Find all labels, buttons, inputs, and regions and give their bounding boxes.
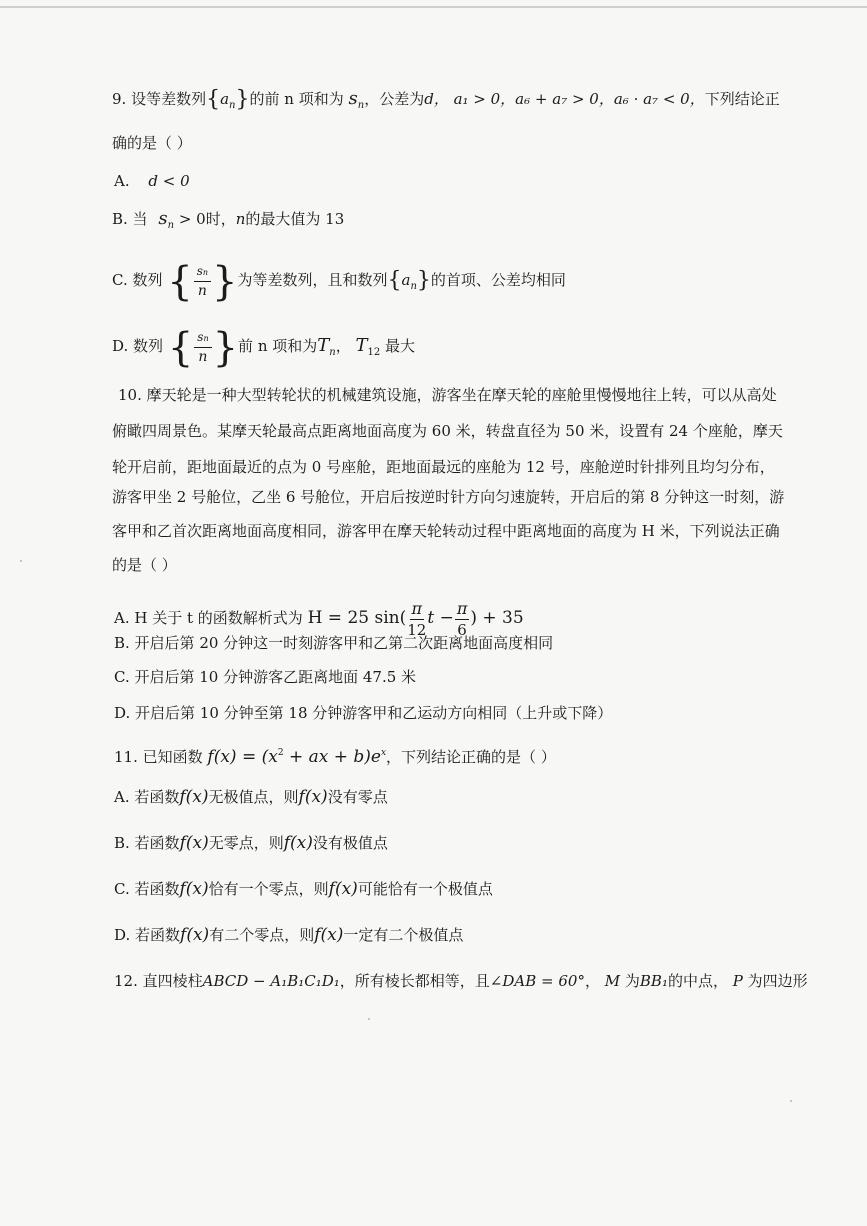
q11-option-a-fx2: f(x)	[298, 787, 328, 807]
q9-option-d-T12: T	[355, 335, 368, 356]
q9-stem-comma: ，公差为	[364, 90, 425, 108]
q11-stem-supx: x	[380, 748, 387, 758]
q11-option-a	[114, 786, 388, 808]
q11-option-d-fx: f(x)	[180, 925, 210, 945]
q9-option-a-math: d < 0	[148, 172, 190, 190]
q12-mid1: ，所有棱长都相等，且	[339, 972, 490, 990]
q11-option-b-tail: 没有极值点	[312, 834, 388, 852]
scan-speck	[368, 1018, 370, 1020]
brace-right: }	[212, 259, 238, 305]
frac-num-sub: n	[203, 333, 209, 343]
q10-line6: 的是（ ）	[112, 556, 177, 574]
q9-option-d-T12-sub: 12	[367, 347, 381, 358]
q12-angle: ∠DAB = 60°	[489, 972, 585, 990]
frac-num: π	[456, 598, 468, 618]
q9-option-c-fraction	[194, 263, 211, 300]
q9-stem-tail: 下列结论正	[704, 90, 780, 108]
q10-line4: 游客甲坐 2 号舱位，乙坐 6 号舱位，开启后按逆时针方向匀速旋转，开启后的第 8 分钟这一时刻，游	[112, 488, 785, 506]
q9-option-d-label: D. 数列	[112, 337, 164, 355]
q11-stem-tail: ，下列结论正确的是（ ）	[386, 748, 556, 766]
q11-stem	[114, 742, 556, 768]
q9-sum-s: s	[348, 88, 358, 109]
q9-option-b	[112, 208, 344, 237]
q9-option-b-tail: 的最大值为 13	[245, 210, 345, 228]
q9-option-b-cond: > 0	[178, 210, 206, 228]
q10-option-a-t: t −	[427, 608, 454, 628]
q9-seq-a: a	[220, 90, 230, 108]
q10-line1: 10. 摩天轮是一种大型转轮状的机械建筑设施，游客坐在摩天轮的座舱里慢慢地往上转，可以从高处	[118, 386, 777, 404]
q12-mid4: 的中点，	[667, 972, 728, 990]
q11-option-c-mid: 恰有一个零点，则	[208, 880, 329, 898]
brace-right: }	[416, 268, 431, 293]
q9-option-d-fraction	[194, 329, 211, 366]
q11-option-b-mid: 无零点，则	[208, 834, 284, 852]
q9-stem-mid: 的前 n 项和为	[249, 90, 344, 108]
frac-den: n	[198, 348, 208, 365]
brace-left: {	[167, 259, 193, 305]
q12-P: P	[732, 972, 743, 990]
frac-num: s	[197, 329, 204, 344]
scan-edge-line	[0, 6, 867, 8]
q9-stem-prefix: 9. 设等差数列	[112, 90, 207, 108]
q11-option-a-tail: 没有零点	[327, 788, 388, 806]
q11-option-d-mid: 有二个零点，则	[209, 926, 315, 944]
scan-speck	[790, 1100, 792, 1102]
frac-den: n	[197, 282, 207, 299]
q10-line5: 客甲和乙首次距离地面高度相同，游客甲在摩天轮转动过程中距离地面的高度为 H 米，下列说法正确	[112, 522, 780, 540]
q11-option-c-label: C. 若函数	[114, 880, 180, 898]
q10-option-a-H: H = 25 sin(	[307, 608, 407, 628]
q11-option-b-label: B. 若函数	[114, 834, 180, 852]
q12-mid2: ，	[584, 972, 600, 990]
q9-option-b-n: n	[235, 210, 246, 228]
q10-option-b: B. 开启后第 20 分钟这一时刻游客甲和乙第二次距离地面高度相同	[114, 634, 554, 652]
q11-option-c-fx2: f(x)	[328, 879, 358, 899]
q11-option-d-tail: 一定有二个极值点	[343, 926, 464, 944]
q10-line2: 俯瞰四周景色。某摩天轮最高点距离地面高度为 60 米，转盘直径为 50 米，设置有 24 个座舱，摩天	[112, 422, 783, 440]
q9-seq-a-sub: n	[229, 100, 236, 111]
q11-stem-sup2: 2	[277, 748, 284, 758]
q11-option-c-fx: f(x)	[179, 879, 209, 899]
q10-option-c: C. 开启后第 10 分钟游客乙距离地面 47.5 米	[114, 668, 417, 686]
scan-speck	[20, 560, 22, 562]
q9-option-c-text: 为等差数列，且和数列	[237, 271, 388, 289]
brace-left: {	[206, 87, 221, 112]
q9-option-d-T-sub: n	[329, 347, 336, 358]
q12-prism: ABCD − A₁B₁C₁D₁	[202, 972, 340, 990]
frac-den: 6	[457, 620, 467, 639]
brace-left: {	[387, 268, 402, 293]
q11-option-b-fx: f(x)	[179, 833, 209, 853]
q9-option-d-text: 前 n 项和为	[238, 337, 318, 355]
q9-option-d-tail: 最大	[385, 337, 416, 355]
q11-option-d-fx2: f(x)	[314, 925, 344, 945]
q11-stem-prefix: 11. 已知函数	[114, 748, 203, 766]
q9-option-c-tail: 的首项、公差均相同	[430, 271, 566, 289]
q9-option-d: D. 数列 { $\frac{sn}{n}$ }前 n 项和为$T_n$， $T_{12}$ 最大	[112, 325, 416, 371]
q12-M: M	[604, 972, 621, 990]
q12-prefix: 12. 直四棱柱	[114, 972, 203, 990]
q9-option-c-label: C. 数列	[112, 271, 163, 289]
q11-stem-mid: + ax + b)e	[283, 747, 381, 767]
q9-stem-line2: 确的是（ ）	[112, 134, 192, 152]
frac-num-sub: n	[202, 267, 209, 277]
q9-d: d	[424, 90, 434, 108]
q11-option-c-tail: 可能恰有一个极值点	[357, 880, 493, 898]
q11-option-d-label: D. 若函数	[114, 926, 181, 944]
q9-option-b-label: B. 当	[112, 210, 148, 228]
q9-option-a	[114, 170, 190, 192]
q11-option-a-label: A. 若函数	[114, 788, 180, 806]
q10-option-d: D. 开启后第 10 分钟至第 18 分钟游客甲和乙运动方向相同（上升或下降）	[114, 704, 613, 722]
q11-option-c	[114, 878, 493, 900]
q9-option-c-a: a	[401, 271, 411, 289]
q12-stem	[114, 970, 808, 992]
q9-conditions: ， a₁ > 0，a₆ + a₇ > 0，a₆ · a₇ < 0，	[433, 90, 705, 108]
brace-right: }	[212, 325, 239, 371]
q11-stem-fx: f(x) = (x	[207, 747, 278, 767]
q11-option-a-fx: f(x)	[179, 787, 209, 807]
frac-num: s	[196, 263, 203, 278]
q12-mid3: 为	[624, 972, 640, 990]
q9-option-b-s: s	[158, 208, 168, 229]
q11-option-d	[114, 924, 463, 946]
q10-line3: 轮开启前，距地面最近的点为 0 号座舱，距地面最远的座舱为 12 号，座舱逆时针排列且均匀分布，	[112, 458, 775, 476]
q9-stem-line1	[112, 88, 780, 117]
q9-option-c-a-sub: n	[410, 281, 417, 292]
q12-BB1: BB₁	[639, 972, 668, 990]
q10-option-a-prefix: A. H 关于 t 的函数解析式为	[114, 609, 303, 627]
frac-den: 12	[407, 620, 427, 639]
brace-left: {	[167, 325, 194, 371]
frac-num: π	[411, 598, 423, 618]
brace-right: }	[235, 87, 250, 112]
q11-option-b	[114, 832, 388, 854]
q9-option-c	[112, 259, 566, 305]
q11-option-a-mid: 无极值点，则	[208, 788, 299, 806]
q9-option-d-T: T	[317, 335, 330, 356]
q9-option-a-label: A.	[114, 172, 130, 190]
q12-tail: 为四边形	[747, 972, 808, 990]
q9-option-b-text: 时，	[205, 210, 236, 228]
q10-option-a-tail: ) + 35	[470, 608, 524, 628]
q9-option-b-s-sub: n	[167, 220, 175, 231]
q9-sum-s-sub: n	[357, 100, 365, 111]
q11-option-b-fx2: f(x)	[283, 833, 313, 853]
